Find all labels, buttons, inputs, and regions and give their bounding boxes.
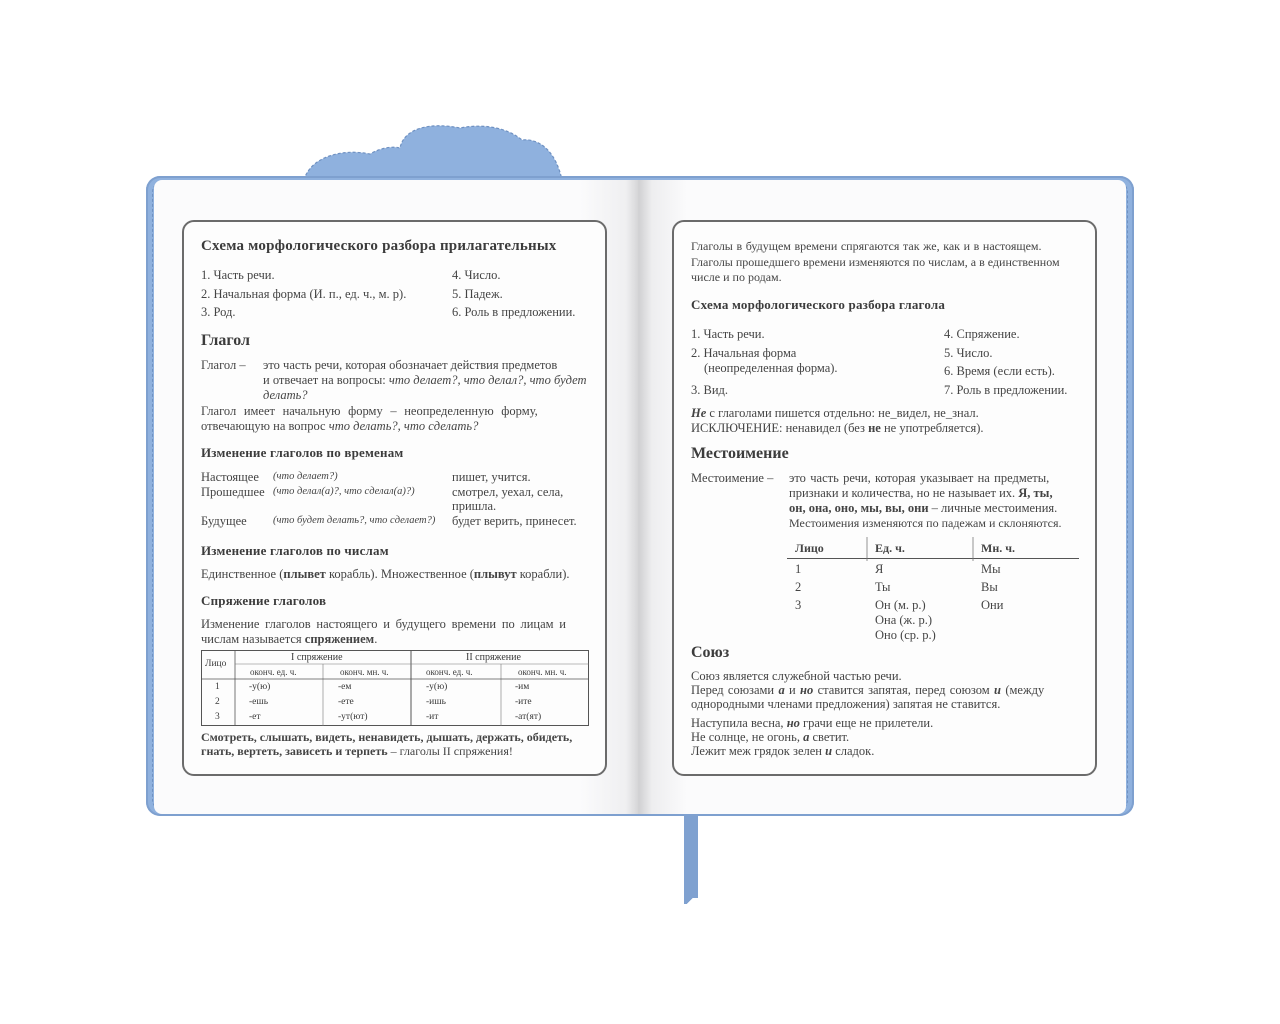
conj-table-pl-header: оконч. мн. ч. (518, 667, 567, 677)
conjunction-line: Перед союзами а и но ставится запятая, перед союзом и (между (691, 683, 1045, 697)
verb-def-line: делать? (263, 388, 308, 402)
conj-table-sg-header: оконч. ед. ч. (250, 667, 297, 677)
conj-table-pl-header: оконч. мн. ч. (340, 667, 389, 677)
tense-example: пришла. (452, 499, 497, 513)
pronoun-cell: Он (м. р.) (875, 598, 926, 612)
conj-cell: -ит (426, 712, 439, 722)
tense-question: (что делал(а)?, что сделал(а)?) (273, 486, 415, 497)
conj-cell: 3 (215, 712, 220, 722)
pronoun-cell: Ты (875, 580, 891, 594)
pronoun-table-header: Лицо (795, 541, 824, 555)
conj-cell: 2 (215, 697, 220, 707)
future-tense-line: Глаголы в будущем времени спрягаются так же, как и в настоящем. (691, 239, 1042, 253)
conj-cell: -ат(ят) (515, 712, 542, 722)
conjugation-heading: Спряжение глаголов (201, 593, 327, 608)
tense-example: смотрел, уехал, села, (452, 485, 564, 499)
pronoun-table-header: Мн. ч. (981, 541, 1016, 555)
verb-def-term: Глагол – (201, 358, 246, 372)
future-tense-line: числе и по родам. (691, 270, 782, 284)
pronoun-term: Местоимение – (691, 471, 774, 485)
pronoun-def-line: признаки и количества, но не называет их. Я, ты, (789, 486, 1053, 500)
verb-item: 6. Время (если есть). (944, 364, 1055, 378)
adjective-scheme-title: Схема морфологического разбора прилагательных (201, 238, 557, 254)
tense-example: пишет, учится. (452, 470, 531, 484)
pronoun-cell: Мы (981, 562, 1001, 576)
conj-cell: -им (515, 682, 530, 692)
conj-cell: -ет (249, 712, 261, 722)
tense-question: (что будет делать?, что сделает?) (273, 515, 436, 526)
conj-table-sg-header: оконч. ед. ч. (426, 667, 473, 677)
pronoun-cell: Они (981, 598, 1004, 612)
pronoun-cell: Вы (981, 580, 998, 594)
verb-infinitive-line: отвечающую на вопрос что делать?, что сделать? (201, 419, 479, 433)
conj-cell: -ем (338, 682, 352, 692)
adj-item: 6. Роль в предложении. (452, 305, 576, 319)
pronoun-cell: Она (ж. р.) (875, 613, 932, 627)
pronoun-def-line: он, она, оно, мы, вы, они – личные местоимения. (789, 501, 1058, 515)
adj-item: 3. Род. (201, 305, 236, 319)
exceptions-line: гнать, вертеть, зависеть и терпеть – глаголы II спряжения! (201, 744, 513, 758)
verb-scheme-title: Схема морфологического разбора глагола (691, 297, 946, 312)
conj-cell: -ете (338, 697, 354, 707)
tense-question: (что делает?) (273, 471, 338, 482)
verb-heading: Глагол (201, 332, 250, 349)
pronoun-cell: 1 (795, 562, 802, 576)
conj-cell: -ите (515, 697, 532, 707)
conj-cell: -у(ю) (426, 682, 448, 692)
tense-name: Настоящее (201, 470, 259, 484)
tense-name: Будущее (201, 514, 247, 528)
adj-item: 1. Часть речи. (201, 268, 275, 282)
conj-cell: 1 (215, 682, 220, 692)
conjunction-example: Наступила весна, но грачи еще не прилетели. (691, 716, 934, 730)
tense-name: Прошедшее (201, 485, 265, 499)
verb-item: 7. Роль в предложении. (944, 383, 1068, 397)
conj-cell: -ешь (249, 697, 269, 707)
pronoun-cell: Оно (ср. р.) (875, 628, 936, 642)
bookmark-ribbon (684, 808, 698, 898)
tense-example: будет верить, принесет. (452, 514, 577, 528)
number-example: Единственное (плывет корабль). Множественное (плывут корабли). (201, 567, 570, 581)
tense-heading: Изменение глаголов по временам (201, 445, 404, 460)
spine-shadow (626, 180, 652, 814)
verb-item: 2. Начальная форма (691, 346, 797, 360)
conjunction-example: Лежит меж грядок зелен и сладок. (691, 744, 875, 758)
ne-rule-line: Не с глаголами пишется отдельно: не_видел, не_знал. (691, 406, 979, 420)
exceptions-line: Смотреть, слышать, видеть, ненавидеть, дышать, держать, обидеть, (201, 730, 573, 744)
conjunction-heading: Союз (691, 644, 730, 661)
conjunction-example: Не солнце, не огонь, а светит. (691, 730, 850, 744)
conjugation-def: числам называется спряжением. (201, 632, 378, 646)
conj-cell: -ишь (426, 697, 446, 707)
conj-table-i-header: I спряжение (291, 652, 343, 663)
conjugation-def: Изменение глаголов настоящего и будущего времени по лицам и (201, 617, 566, 631)
adj-item: 2. Начальная форма (И. п., ед. ч., м. р). (201, 287, 407, 301)
future-tense-line: Глаголы прошедшего времени изменяются по числам, а в единственном (691, 255, 1060, 269)
verb-def-line: это часть речи, которая обозначает действия предметов (263, 358, 558, 372)
pronoun-table-header: Ед. ч. (875, 541, 905, 555)
conj-cell: -ут(ют) (338, 712, 368, 722)
verb-def-line: и отвечает на вопросы: что делает?, что делал?, что будет (263, 373, 587, 387)
verb-item: 1. Часть речи. (691, 327, 765, 341)
verb-item: 4. Спряжение. (944, 327, 1020, 341)
pronoun-table-grid (787, 537, 1079, 561)
verb-item: 5. Число. (944, 346, 993, 360)
conj-cell: -у(ю) (249, 682, 271, 692)
number-heading: Изменение глаголов по числам (201, 543, 389, 558)
pronoun-def-line: это часть речи, которая указывает на предметы, (789, 471, 1050, 485)
conjunction-line: Союз является служебной частью речи. (691, 669, 902, 683)
verb-item: (неопределенная форма). (704, 361, 838, 375)
pronoun-cell: Я (875, 562, 884, 576)
adj-item: 4. Число. (452, 268, 501, 282)
ne-rule-line: ИСКЛЮЧЕНИЕ: ненавидел (без не не употребляется). (691, 421, 984, 435)
pronoun-def-line: Местоимения изменяются по падежам и склоняются. (789, 516, 1062, 530)
conjunction-line: однородными членами предложения) запятая не ставится. (691, 697, 1001, 711)
pronoun-cell: 3 (795, 598, 802, 612)
verb-item: 3. Вид. (691, 383, 729, 397)
adj-item: 5. Падеж. (452, 287, 503, 301)
conj-table-face-header: Лицо (205, 659, 227, 669)
verb-infinitive-line: Глагол имеет начальную форму – неопределенную форму, (201, 404, 538, 418)
pronoun-cell: 2 (795, 580, 802, 594)
pronoun-heading: Местоимение (691, 445, 789, 462)
conj-table-ii-header: II спряжение (466, 652, 521, 663)
